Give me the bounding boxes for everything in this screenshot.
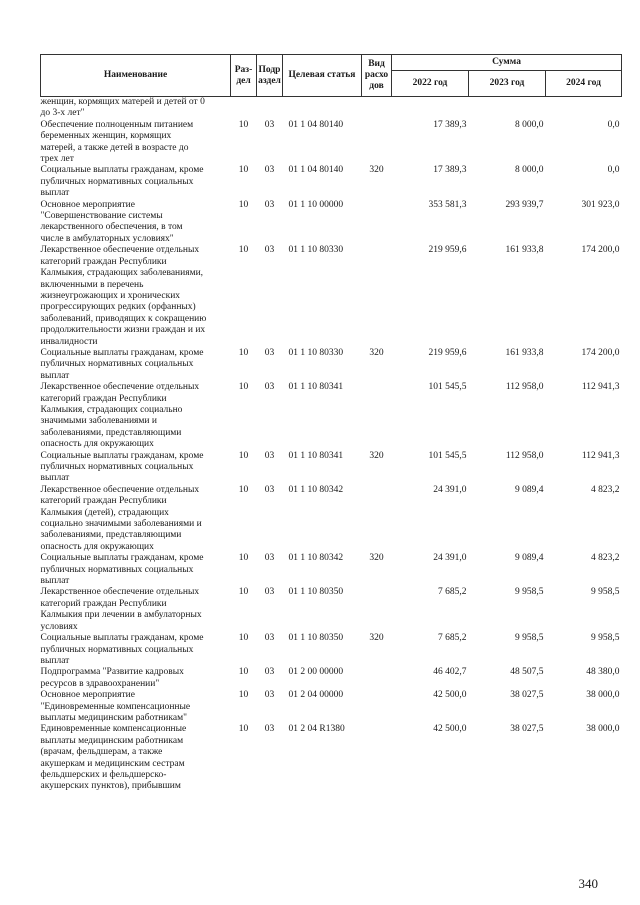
row-sum-2022: 353 581,3 xyxy=(428,199,467,210)
row-subsection: 03 xyxy=(264,245,275,256)
row-expense xyxy=(362,97,392,120)
budget-table xyxy=(40,54,622,793)
row-sum-2024: 174 200,0 xyxy=(581,347,620,358)
row-section: 10 xyxy=(238,165,249,176)
row-sum-2024: 4 823,2 xyxy=(591,553,620,564)
row-target: 01 1 10 80342 xyxy=(288,484,344,495)
row-sum-2024: 38 000,0 xyxy=(586,690,620,701)
header-sum: Сумма xyxy=(392,55,622,71)
table-row xyxy=(41,724,622,792)
row-expense xyxy=(362,120,392,166)
row-name: Социальные выплаты гражданам, кроме публичных нормативных социальных выплат xyxy=(40,553,204,587)
row-sum-2022: 101 545,5 xyxy=(428,382,467,393)
row-expense: 320 xyxy=(369,553,384,564)
row-target: 01 1 10 80330 xyxy=(288,245,344,256)
row-expense xyxy=(362,724,392,792)
row-target: 01 1 10 80330 xyxy=(288,347,344,358)
row-name: Социальные выплаты гражданам, кроме публичных нормативных социальных выплат xyxy=(40,165,204,199)
row-target: 01 1 10 80350 xyxy=(288,587,344,598)
row-expense xyxy=(362,667,392,690)
row-expense xyxy=(362,485,392,553)
row-subsection xyxy=(257,97,283,120)
row-section: 10 xyxy=(238,484,249,495)
row-sum-2022 xyxy=(392,97,469,120)
row-name: Социальные выплаты гражданам, кроме публичных нормативных социальных выплат xyxy=(40,347,204,381)
row-name: Подпрограмма "Развитие кадровых ресурсов в здравоохранении" xyxy=(40,667,184,689)
row-sum-2022: 219 959,6 xyxy=(428,245,467,256)
row-subsection: 03 xyxy=(264,690,275,701)
page-number: 340 xyxy=(578,876,598,891)
row-expense: 320 xyxy=(369,165,384,176)
row-subsection: 03 xyxy=(264,119,275,130)
row-sum-2023: 161 933,8 xyxy=(505,245,544,256)
row-section xyxy=(231,97,257,120)
row-sum-2022: 42 500,0 xyxy=(433,724,467,735)
row-sum-2023: 8 000,0 xyxy=(515,119,544,130)
row-sum-2022: 46 402,7 xyxy=(433,667,467,678)
row-name: Лекарственное обеспечение отдельных категорий граждан Республики Калмыкия при лечении в амбулаторных условиях xyxy=(40,587,202,632)
row-sum-2024: 301 923,0 xyxy=(581,199,620,210)
row-subsection: 03 xyxy=(264,199,275,210)
row-expense xyxy=(362,245,392,348)
row-section: 10 xyxy=(238,450,249,461)
row-subsection: 03 xyxy=(264,347,275,358)
row-sum-2022: 17 389,3 xyxy=(433,165,467,176)
row-section: 10 xyxy=(238,553,249,564)
row-sum-2022: 42 500,0 xyxy=(433,690,467,701)
row-sum-2024: 174 200,0 xyxy=(581,245,620,256)
row-target: 01 1 10 00000 xyxy=(288,199,344,210)
row-name: Социальные выплаты гражданам, кроме публичных нормативных социальных выплат xyxy=(40,450,204,484)
row-sum-2022: 17 389,3 xyxy=(433,119,467,130)
row-expense xyxy=(362,382,392,450)
row-sum-2024 xyxy=(546,97,622,120)
row-section: 10 xyxy=(238,347,249,358)
header-expense: Вид расхо дов xyxy=(362,55,392,97)
table-row xyxy=(41,348,622,382)
row-subsection: 03 xyxy=(264,553,275,564)
row-subsection: 03 xyxy=(264,587,275,598)
row-name: Обеспечение полноценным питанием беременных женщин, кормящих матерей, а также детей в возрасте до трех лет xyxy=(40,119,194,165)
row-sum-2023: 9 958,5 xyxy=(515,633,544,644)
row-sum-2023 xyxy=(469,97,546,120)
row-sum-2022: 219 959,6 xyxy=(428,347,467,358)
row-section: 10 xyxy=(238,633,249,644)
row-name: Социальные выплаты гражданам, кроме публичных нормативных социальных выплат xyxy=(40,633,204,666)
header-subsection: Подр аздел xyxy=(257,55,283,97)
row-section: 10 xyxy=(238,245,249,256)
row-target: 01 2 04 R1380 xyxy=(288,724,345,735)
header-year-2022: 2022 год xyxy=(392,71,469,97)
row-target: 01 1 04 80140 xyxy=(288,119,344,130)
table-row xyxy=(41,200,622,246)
row-name: Лекарственное обеспечение отдельных категорий граждан Республики Калмыкия, страдающих заболеваниями, включенными в перечень жизнеугрожающих и хронических прогрессирующих редких (орфанных) заболеваний, приводящих к сокращению продолжительности жизни граждан и их инвалидности xyxy=(40,245,207,347)
row-expense: 320 xyxy=(369,450,384,461)
row-expense xyxy=(362,587,392,633)
row-sum-2023: 293 939,7 xyxy=(505,199,544,210)
table-row xyxy=(41,587,622,633)
row-section: 10 xyxy=(238,690,249,701)
header-name: Наименование xyxy=(41,55,231,97)
row-sum-2024: 48 380,0 xyxy=(586,667,620,678)
row-name: Основное мероприятие "Единовременные компенсационные выплаты медицинским работникам" xyxy=(40,690,191,723)
row-subsection: 03 xyxy=(264,484,275,495)
table-header xyxy=(41,55,622,97)
row-sum-2024: 4 823,2 xyxy=(591,484,620,495)
table-row xyxy=(41,382,622,450)
row-name: женщин, кормящих матерей и детей от 0 до 3-х лет" xyxy=(40,97,205,119)
row-subsection: 03 xyxy=(264,667,275,678)
row-subsection: 03 xyxy=(264,165,275,176)
row-sum-2023: 38 027,5 xyxy=(510,724,544,735)
header-target: Целевая статья xyxy=(283,55,362,97)
row-sum-2024: 0,0 xyxy=(607,119,620,130)
table-row xyxy=(41,245,622,348)
row-sum-2022: 7 685,2 xyxy=(438,633,467,644)
table-row xyxy=(41,667,622,690)
table-row xyxy=(41,451,622,485)
row-sum-2023: 112 958,0 xyxy=(505,450,544,461)
table-row xyxy=(41,485,622,553)
row-name: Лекарственное обеспечение отдельных категорий граждан Республики Калмыкия (детей), страдающих социально значимыми заболеваниями и заболеваниями, представляющими опасность для окружающих xyxy=(40,484,202,552)
row-name: Основное мероприятие "Совершенствование системы лекарственного обеспечения, в том числе в амбулаторных условиях" xyxy=(40,199,183,244)
table-row xyxy=(41,120,622,166)
row-target: 01 2 04 00000 xyxy=(288,690,344,701)
row-target: 01 1 10 80341 xyxy=(288,382,344,393)
header-year-2024: 2024 год xyxy=(546,71,622,97)
row-section: 10 xyxy=(238,587,249,598)
row-expense xyxy=(362,200,392,246)
row-subsection: 03 xyxy=(264,633,275,644)
row-target: 01 1 10 80342 xyxy=(288,553,344,564)
row-target: 01 1 10 80350 xyxy=(288,633,344,644)
row-subsection: 03 xyxy=(264,450,275,461)
row-sum-2023: 9 958,5 xyxy=(515,587,544,598)
row-sum-2023: 8 000,0 xyxy=(515,165,544,176)
table-row xyxy=(41,553,622,587)
table-row xyxy=(41,633,622,667)
header-section: Раз- дел xyxy=(231,55,257,97)
row-target xyxy=(283,97,362,120)
row-sum-2023: 38 027,5 xyxy=(510,690,544,701)
row-section: 10 xyxy=(238,119,249,130)
row-sum-2023: 9 089,4 xyxy=(515,553,544,564)
row-sum-2022: 101 545,5 xyxy=(428,450,467,461)
row-sum-2022: 24 391,0 xyxy=(433,553,467,564)
row-sum-2024: 38 000,0 xyxy=(586,724,620,735)
row-expense: 320 xyxy=(369,347,384,358)
row-sum-2023: 48 507,5 xyxy=(510,667,544,678)
row-name: Единовременные компенсационные выплаты медицинским работникам (врачам, фельдшерам, а также акушеркам и медицинским сестрам фельдшерских и фельдшерско- акушерских пунктов), прибывшим xyxy=(40,724,187,792)
row-section: 10 xyxy=(238,667,249,678)
row-expense xyxy=(362,690,392,724)
header-year-2023: 2023 год xyxy=(469,71,546,97)
table-row xyxy=(41,97,622,120)
row-sum-2022: 7 685,2 xyxy=(438,587,467,598)
row-sum-2024: 112 941,3 xyxy=(581,450,620,461)
row-sum-2023: 9 089,4 xyxy=(515,484,544,495)
row-target: 01 1 10 80341 xyxy=(288,450,344,461)
row-section: 10 xyxy=(238,199,249,210)
row-section: 10 xyxy=(238,382,249,393)
row-sum-2024: 9 958,5 xyxy=(591,633,620,644)
row-section: 10 xyxy=(238,724,249,735)
row-target: 01 2 00 00000 xyxy=(288,667,344,678)
row-sum-2024: 112 941,3 xyxy=(581,382,620,393)
row-name: Лекарственное обеспечение отдельных категорий граждан Республики Калмыкия, страдающих социально значимыми заболеваниями и заболеваниями, представляющими опасность для окружающих xyxy=(40,382,200,450)
table-row xyxy=(41,165,622,199)
row-sum-2023: 112 958,0 xyxy=(505,382,544,393)
row-sum-2024: 0,0 xyxy=(607,165,620,176)
row-sum-2022: 24 391,0 xyxy=(433,484,467,495)
table-body xyxy=(41,97,622,793)
row-sum-2023: 161 933,8 xyxy=(505,347,544,358)
row-subsection: 03 xyxy=(264,382,275,393)
row-subsection: 03 xyxy=(264,724,275,735)
table-row xyxy=(41,690,622,724)
row-sum-2024: 9 958,5 xyxy=(591,587,620,598)
row-target: 01 1 04 80140 xyxy=(288,165,344,176)
row-expense: 320 xyxy=(369,633,384,644)
